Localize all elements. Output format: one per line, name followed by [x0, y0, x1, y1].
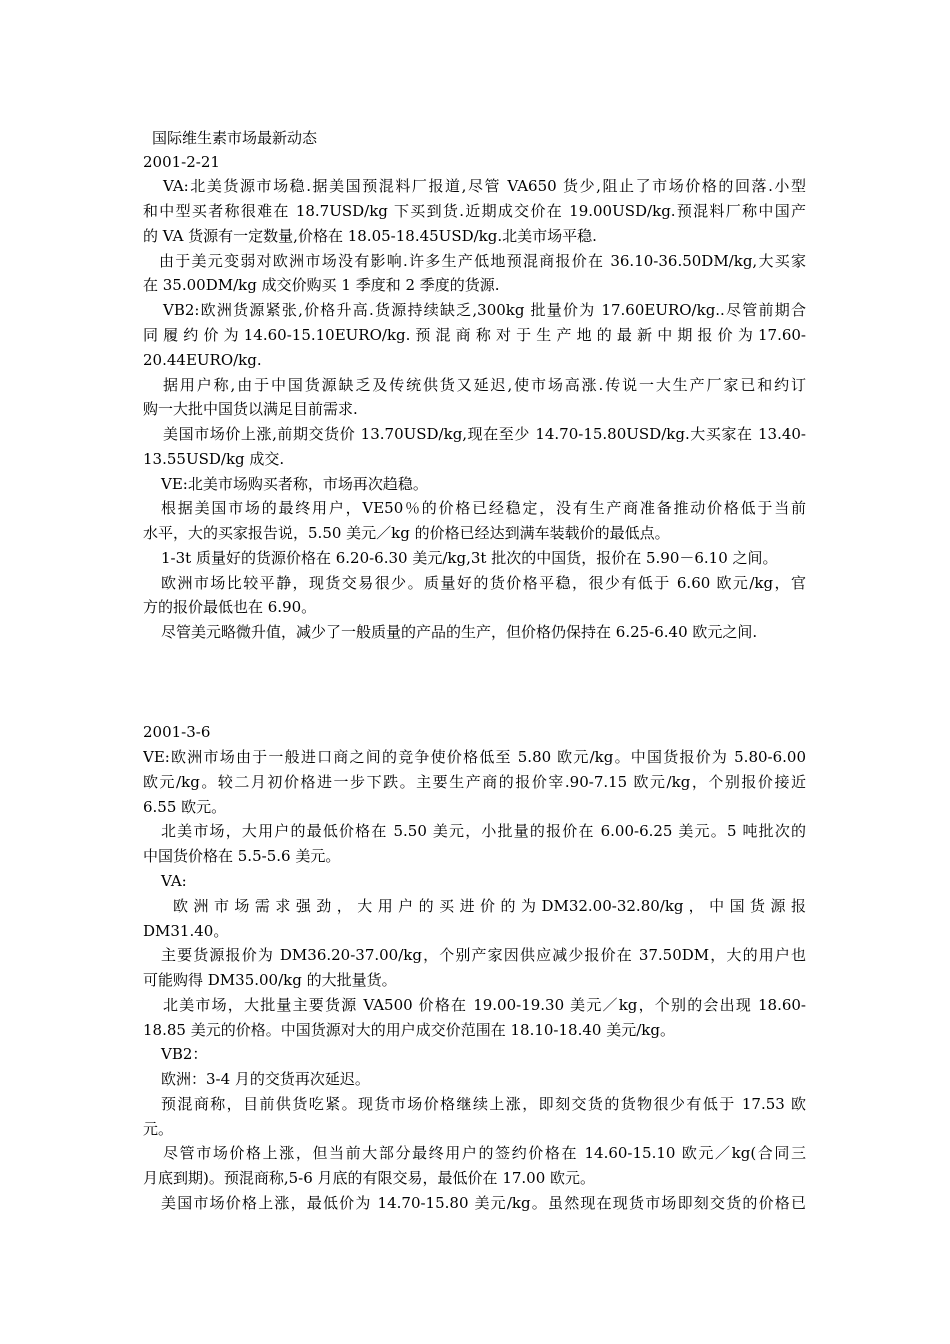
- paragraph-line: 月底到期)。预混商称,5-6 月底的有限交易，最低价在 17.00 欧元。: [143, 1169, 596, 1187]
- paragraph-line: 北美市场，大用户的最低价格在 5.50 美元，小批量的报价在 6.00-6.25 美元。5 吨批次的: [161, 822, 806, 840]
- paragraph-line: 13.55USD/kg 成交.: [143, 450, 285, 468]
- paragraph-line: VA:: [161, 872, 187, 890]
- paragraph-line: 预混商称，目前供货吃紧。现货市场价格继续上涨，即刻交货的货物很少有低于 17.53 欧: [161, 1095, 806, 1113]
- paragraph-line: 中国货价格在 5.5-5.6 美元。: [143, 847, 341, 865]
- date-heading: 2001-2-21: [143, 153, 220, 171]
- date-heading: 2001-3-6: [143, 723, 211, 741]
- paragraph-line: 的 VA 货源有一定数量,价格在 18.05-18.45USD/kg.北美市场平稳.: [143, 227, 597, 245]
- paragraph-line: DM31.40。: [143, 922, 229, 940]
- paragraph-line: VB2：: [161, 1045, 208, 1063]
- paragraph-line: 可能购得 DM35.00/kg 的大批量货。: [143, 971, 397, 989]
- paragraph-line: VB2:欧洲货源紧张,价格升高.货源持续缺乏,300kg 批量价为 17.60EURO/kg..尽管前期合: [163, 301, 806, 319]
- paragraph-line: 由于美元变弱对欧洲市场没有影响.许多生产低地预混商报价在 36.10-36.50DM/kg,大买家: [159, 252, 806, 270]
- paragraph-line: 1-3t 质量好的货源价格在 6.20-6.30 美元/kg,3t 批次的中国货，报价在 5.90－6.10 之间。: [161, 549, 778, 567]
- paragraph-line: 据用户称,由于中国货源缺乏及传统供货又延迟,使市场高涨.传说一大生产厂家已和约订: [163, 376, 806, 394]
- paragraph-line: VA:北美货源市场稳.据美国预混料厂报道,尽管 VA650 货少,阻止了市场价格的回落.小型: [163, 177, 806, 195]
- paragraph-line: 根据美国市场的最终用户，VE50％的价格已经稳定，没有生产商准备推动价格低于当前: [161, 499, 806, 517]
- paragraph-line: 主要货源报价为 DM36.20-37.00/kg，个别产家因供应减少报价在 37.50DM，大的用户也: [161, 946, 806, 964]
- paragraph-line: 和中型买者称很难在 18.7USD/kg 下买到货.近期成交价在 19.00USD/kg.预混料厂称中国产: [143, 202, 806, 220]
- paragraph-line: 美国市场价格上涨，最低价为 14.70-15.80 美元/kg。虽然现在现货市场即刻交货的价格已: [161, 1194, 806, 1212]
- paragraph-line: 美国市场价上涨,前期交货价 13.70USD/kg,现在至少 14.70-15.80USD/kg.大买家在 13.40-: [163, 425, 806, 443]
- paragraph-line: VE:北美市场购买者称，市场再次趋稳。: [161, 475, 428, 493]
- paragraph-line: 水平，大的买家报告说，5.50 美元／kg 的价格已经达到满车装载价的最低点。: [143, 524, 670, 542]
- paragraph-line: 欧洲：3-4 月的交货再次延迟。: [161, 1070, 370, 1088]
- paragraph-line: 尽管市场价格上涨，但当前大部分最终用户的签约价格在 14.60-15.10 欧元／kg(合同三: [163, 1144, 806, 1162]
- paragraph-line: 欧 洲 市 场 需 求 强 劲 ， 大 用 户 的 买 进 价 的 为 DM32.00-32.80/kg ， 中 国 货 源 报: [173, 897, 806, 915]
- paragraph-line: 尽管美元略微升值，减少了一般质量的产品的生产，但价格仍保持在 6.25-6.40 欧元之间.: [161, 623, 758, 641]
- paragraph-line: 同 履 约 价 为 14.60-15.10EURO/kg. 预 混 商 称 对 于 生 产 地 的 最 新 中 期 报 价 为 17.60-: [143, 326, 806, 344]
- paragraph-line: 在 35.00DM/kg 成交价购买 1 季度和 2 季度的货源.: [143, 276, 500, 294]
- paragraph-line: VE:欧洲市场由于一般进口商之间的竞争使价格低至 5.80 欧元/kg。中国货报价为 5.80-6.00: [143, 748, 806, 766]
- paragraph-line: 18.85 美元的价格。中国货源对大的用户成交价范围在 18.10-18.40 美元/kg。: [143, 1021, 675, 1039]
- paragraph-line: 欧元/kg。较二月初价格进一步下跌。主要生产商的报价宰.90-7.15 欧元/kg，个别报价接近: [143, 773, 806, 791]
- paragraph-line: 欧洲市场比较平静，现货交易很少。质量好的货价格平稳，很少有低于 6.60 欧元/kg，官: [161, 574, 806, 592]
- paragraph-line: 购一大批中国货以满足目前需求.: [143, 400, 358, 418]
- document-title: 国际维生素市场最新动态: [152, 129, 318, 147]
- paragraph-line: 20.44EURO/kg.: [143, 351, 262, 369]
- paragraph-line: 北美市场，大批量主要货源 VA500 价格在 19.00-19.30 美元／kg，个别的会出现 18.60-: [163, 996, 806, 1014]
- paragraph-line: 元。: [143, 1120, 174, 1138]
- paragraph-line: 方的报价最低也在 6.90。: [143, 598, 317, 616]
- paragraph-line: 6.55 欧元。: [143, 798, 227, 816]
